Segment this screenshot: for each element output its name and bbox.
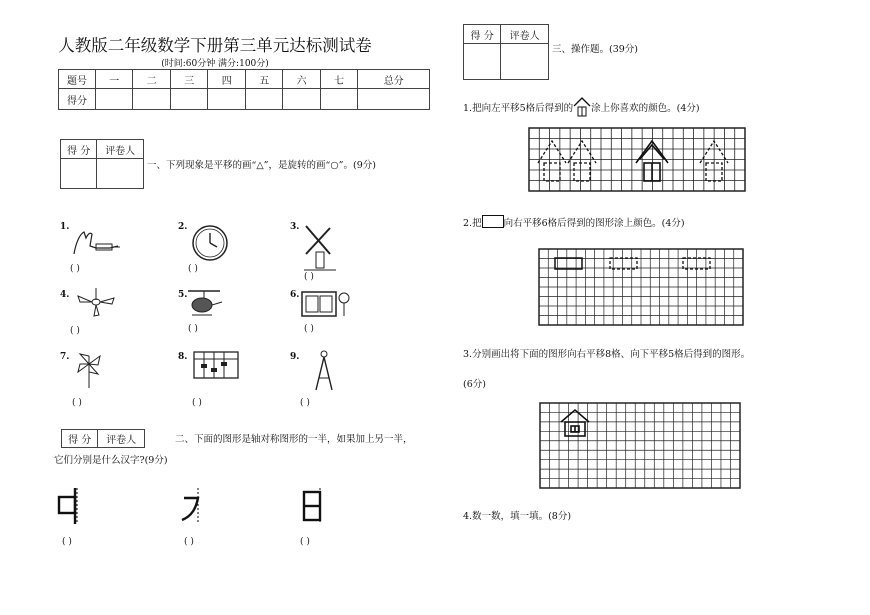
grid-q1	[528, 127, 746, 192]
half-character-1	[55, 488, 81, 524]
score-row-header: 得分	[59, 89, 96, 110]
score-cell[interactable]	[283, 89, 320, 110]
answer-blank[interactable]: ( )	[70, 326, 80, 336]
section1-heading: 一、下列现象是平移的画“△”，是旋转的画“○”。(9分)	[147, 160, 376, 171]
q1-text-before: 1.把向左平移5格后得到的	[463, 103, 574, 114]
score-cell[interactable]	[170, 89, 207, 110]
q1-text	[463, 97, 700, 117]
score-table	[58, 69, 430, 110]
q4-text: 4.数一数，填一填。(8分)	[463, 511, 572, 522]
score-cell[interactable]	[245, 89, 282, 110]
page-subtitle: (时间:60分钟 满分:100分)	[161, 59, 269, 69]
answer-blank[interactable]: ( )	[62, 537, 72, 547]
item-number: 3.	[290, 222, 300, 232]
answer-blank[interactable]: ( )	[304, 272, 314, 282]
score-col: 五	[245, 70, 282, 89]
q2-text-after: 向右平移6格后得到的图形涂上颜色。(4分)	[503, 218, 685, 229]
section2-heading-cont: 它们分别是什么汉字?(9分)	[54, 455, 168, 466]
page-title: 人教版二年级数学下册第三单元达标测试卷	[58, 36, 372, 55]
q2-text	[463, 215, 685, 229]
score-input[interactable]	[464, 44, 501, 80]
half-character-2	[178, 488, 204, 524]
answer-blank[interactable]: ( )	[300, 537, 310, 547]
section2-heading: 二、下面的图形是轴对称图形的一半，如果加上另一半，	[175, 434, 413, 445]
answer-blank[interactable]: ( )	[188, 324, 198, 334]
score-col: 七	[320, 70, 357, 89]
item-number: 2.	[178, 222, 188, 232]
score-col: 二	[133, 70, 170, 89]
grader-label: 评卷人	[97, 140, 144, 159]
grid-q2	[538, 248, 744, 326]
item-number: 1.	[60, 222, 70, 232]
score-col: 六	[283, 70, 320, 89]
grader-box-section1	[60, 139, 144, 189]
grader-input[interactable]	[97, 159, 144, 189]
clock-icon	[190, 224, 230, 262]
item-number: 5.	[178, 290, 188, 300]
grid-q3	[539, 402, 741, 489]
score-col: 一	[96, 70, 133, 89]
abacus-icon	[192, 350, 240, 380]
sliding-window-icon	[300, 288, 354, 320]
item-number: 6.	[290, 290, 300, 300]
score-col: 三	[170, 70, 207, 89]
grader-box-section3	[463, 24, 549, 80]
answer-blank[interactable]: ( )	[72, 398, 82, 408]
q2-text-before: 2.把	[463, 218, 482, 229]
score-cell[interactable]	[208, 89, 245, 110]
grader-input[interactable]	[501, 44, 549, 80]
score-label: 得 分	[62, 430, 98, 448]
answer-blank[interactable]: ( )	[304, 324, 314, 334]
house-icon	[573, 97, 591, 117]
helicopter-icon	[184, 288, 224, 322]
score-cell[interactable]	[96, 89, 133, 110]
answer-blank[interactable]: ( )	[70, 264, 80, 274]
answer-blank[interactable]: ( )	[184, 537, 194, 547]
q3-points: (6分)	[463, 379, 486, 390]
compass-icon	[310, 350, 340, 394]
rectangle-shape	[482, 215, 504, 228]
score-label: 得 分	[464, 25, 501, 44]
answer-blank[interactable]: ( )	[188, 264, 198, 274]
section3-heading: 三、操作题。(39分)	[552, 44, 639, 55]
grader-label: 评卷人	[98, 430, 145, 448]
item-number: 8.	[178, 352, 188, 362]
windmill-icon	[300, 224, 340, 276]
pinwheel-icon	[74, 350, 104, 390]
q3-text: 3.分别画出将下面的图形向右平移8格、向下平移5格后得到的图形。	[463, 349, 751, 360]
half-character-3	[300, 488, 326, 524]
score-table-header: 题号	[59, 70, 96, 89]
score-input[interactable]	[61, 159, 97, 189]
score-cell[interactable]	[133, 89, 170, 110]
q1-text-after: 涂上你喜欢的颜色。(4分)	[591, 103, 700, 114]
grader-label: 评卷人	[501, 25, 549, 44]
item-number: 7.	[60, 352, 70, 362]
grader-box-section2	[61, 429, 145, 448]
answer-blank[interactable]: ( )	[192, 398, 202, 408]
score-cell[interactable]	[358, 89, 430, 110]
section1-items	[60, 222, 440, 412]
hand-syringe-icon	[70, 224, 122, 260]
score-col: 四	[208, 70, 245, 89]
ceiling-fan-icon	[74, 288, 118, 318]
answer-blank[interactable]: ( )	[300, 398, 310, 408]
score-cell[interactable]	[320, 89, 357, 110]
score-label: 得 分	[61, 140, 97, 159]
item-number: 4.	[60, 290, 70, 300]
item-number: 9.	[290, 352, 300, 362]
score-col: 总分	[358, 70, 430, 89]
